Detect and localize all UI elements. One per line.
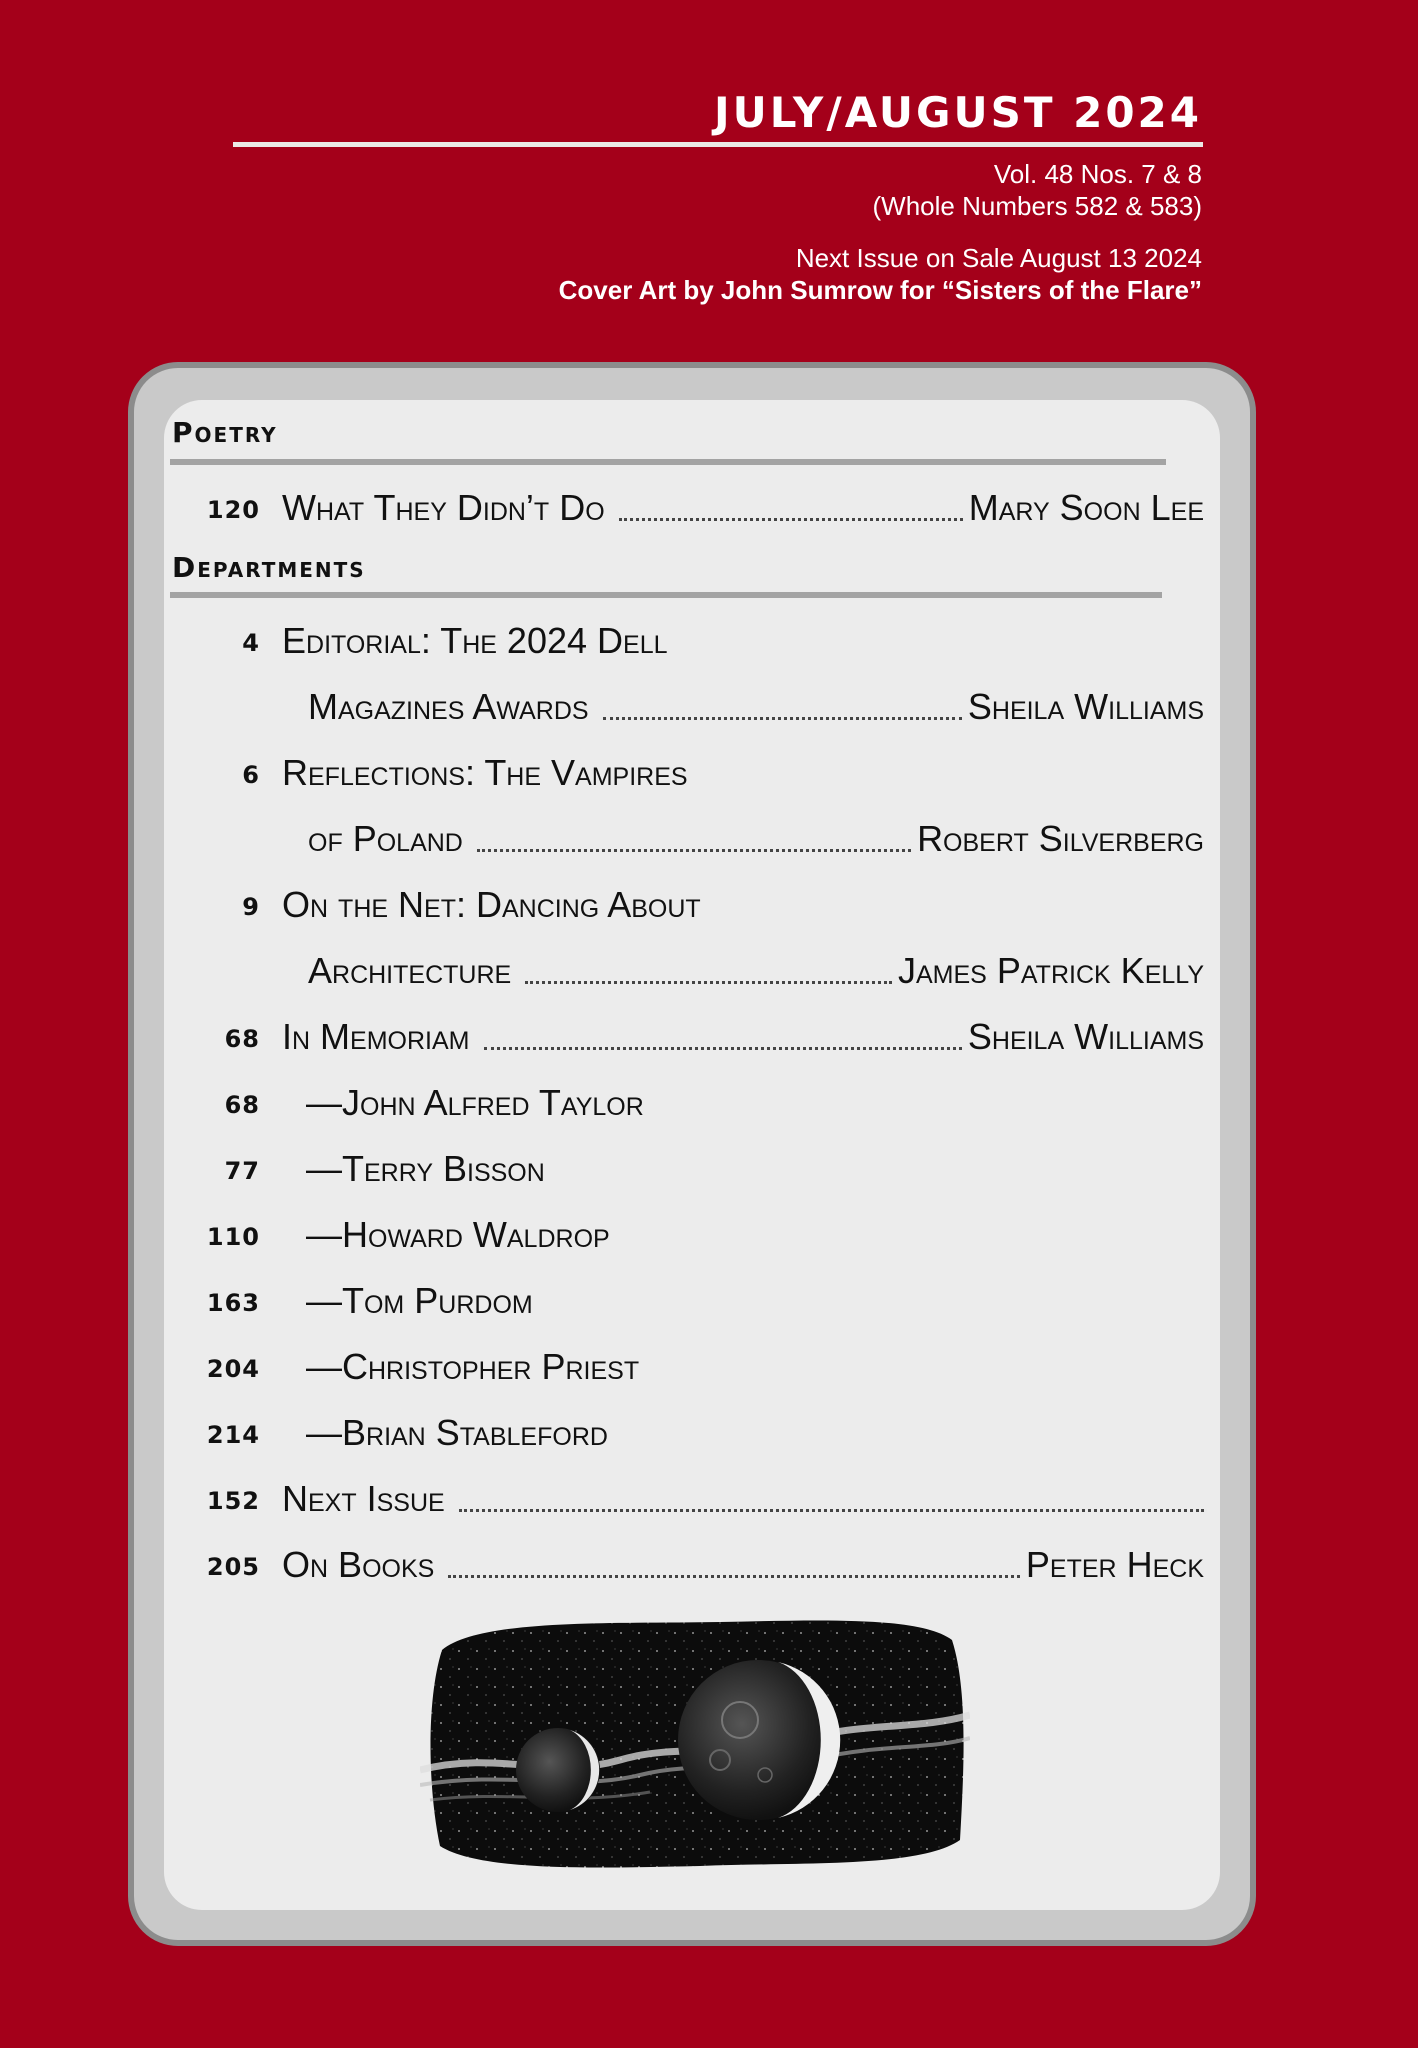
page-number: 163	[206, 1289, 260, 1317]
toc-subentry[interactable]	[170, 1204, 1204, 1260]
page-number: 6	[242, 761, 260, 789]
toc-subentry[interactable]	[170, 1270, 1204, 1326]
entry-title: What They Didn’t Do	[282, 487, 605, 528]
toc-entry[interactable]	[170, 1468, 1204, 1524]
dot-leader	[484, 1047, 962, 1050]
toc-entry[interactable]	[170, 610, 1204, 666]
toc-subentry[interactable]	[170, 1138, 1204, 1194]
page-number: 205	[206, 1553, 260, 1581]
poetry-heading: Poetry	[172, 416, 278, 449]
toc-subentry[interactable]	[170, 1402, 1204, 1458]
departments-heading-rule	[170, 592, 1162, 598]
toc-entry[interactable]	[170, 874, 1204, 930]
entry-title: — Brian Stableford	[306, 1408, 608, 1458]
toc-subentry[interactable]	[170, 1072, 1204, 1128]
entry-author: Sheila Williams	[967, 1016, 1204, 1057]
departments-heading: Departments	[172, 551, 366, 584]
volume-info: Vol. 48 Nos. 7 & 8	[993, 159, 1202, 189]
toc-entry[interactable]	[170, 1534, 1204, 1590]
entry-title: In Memoriam	[282, 1016, 470, 1057]
page-number: 152	[206, 1487, 260, 1515]
entry-title: Editorial: The 2024 Dell	[282, 620, 668, 661]
page-number: 120	[206, 496, 260, 524]
dot-leader	[477, 849, 911, 852]
entry-title-continuation: Magazines Awards	[308, 686, 589, 727]
dot-leader	[459, 1509, 1204, 1512]
page-number: 204	[206, 1355, 260, 1383]
issue-date: JULY/AUGUST 2024	[713, 88, 1202, 137]
dot-leader	[448, 1575, 1020, 1578]
entry-title: Reflections: The Vampires	[282, 752, 688, 793]
toc-entry-continuation[interactable]	[170, 940, 1204, 996]
page-number: 110	[206, 1223, 260, 1251]
entry-title: — Christopher Priest	[306, 1342, 639, 1392]
page-number: 68	[224, 1091, 260, 1119]
entry-author: Mary Soon Lee	[968, 487, 1204, 528]
entry-title: — Howard Waldrop	[306, 1210, 610, 1260]
entry-title: — John Alfred Taylor	[306, 1078, 644, 1128]
whole-numbers: (Whole Numbers 582 & 583)	[872, 191, 1202, 221]
entry-author: Peter Heck	[1025, 1544, 1204, 1585]
page-number: 77	[224, 1157, 260, 1185]
entry-title: On the Net: Dancing About	[282, 884, 701, 925]
page-number: 68	[224, 1025, 260, 1053]
dot-leader	[525, 981, 892, 984]
cover-art-credit: Cover Art by John Sumrow for “Sisters of the Flare”	[558, 275, 1202, 305]
toc-entry-continuation[interactable]	[170, 808, 1204, 864]
toc-subentry[interactable]	[170, 1336, 1204, 1392]
page-number: 9	[242, 893, 260, 921]
entry-title-continuation: Architecture	[308, 950, 512, 991]
entry-title: — Tom Purdom	[306, 1276, 533, 1326]
header-divider	[233, 142, 1203, 147]
toc-entry-continuation[interactable]	[170, 676, 1204, 732]
next-issue-sale-date: Next Issue on Sale August 13 2024	[795, 243, 1202, 273]
entry-title: Next Issue	[282, 1478, 445, 1519]
entry-author: James Patrick Kelly	[898, 950, 1204, 991]
dot-leader	[619, 518, 963, 521]
entry-title-continuation: of Poland	[308, 818, 463, 859]
toc-entry[interactable]	[170, 477, 1204, 533]
planets-illustration	[420, 1610, 970, 1875]
entry-author: Sheila Williams	[967, 686, 1204, 727]
entry-author: Robert Silverberg	[917, 818, 1204, 859]
toc-entry[interactable]	[170, 1006, 1204, 1062]
poetry-heading-rule	[170, 459, 1166, 465]
dot-leader	[603, 717, 962, 720]
page-number: 4	[242, 629, 260, 657]
entry-title: On Books	[282, 1544, 435, 1585]
toc-entry[interactable]	[170, 742, 1204, 798]
entry-title: — Terry Bisson	[306, 1144, 545, 1194]
page-number: 214	[206, 1421, 260, 1449]
